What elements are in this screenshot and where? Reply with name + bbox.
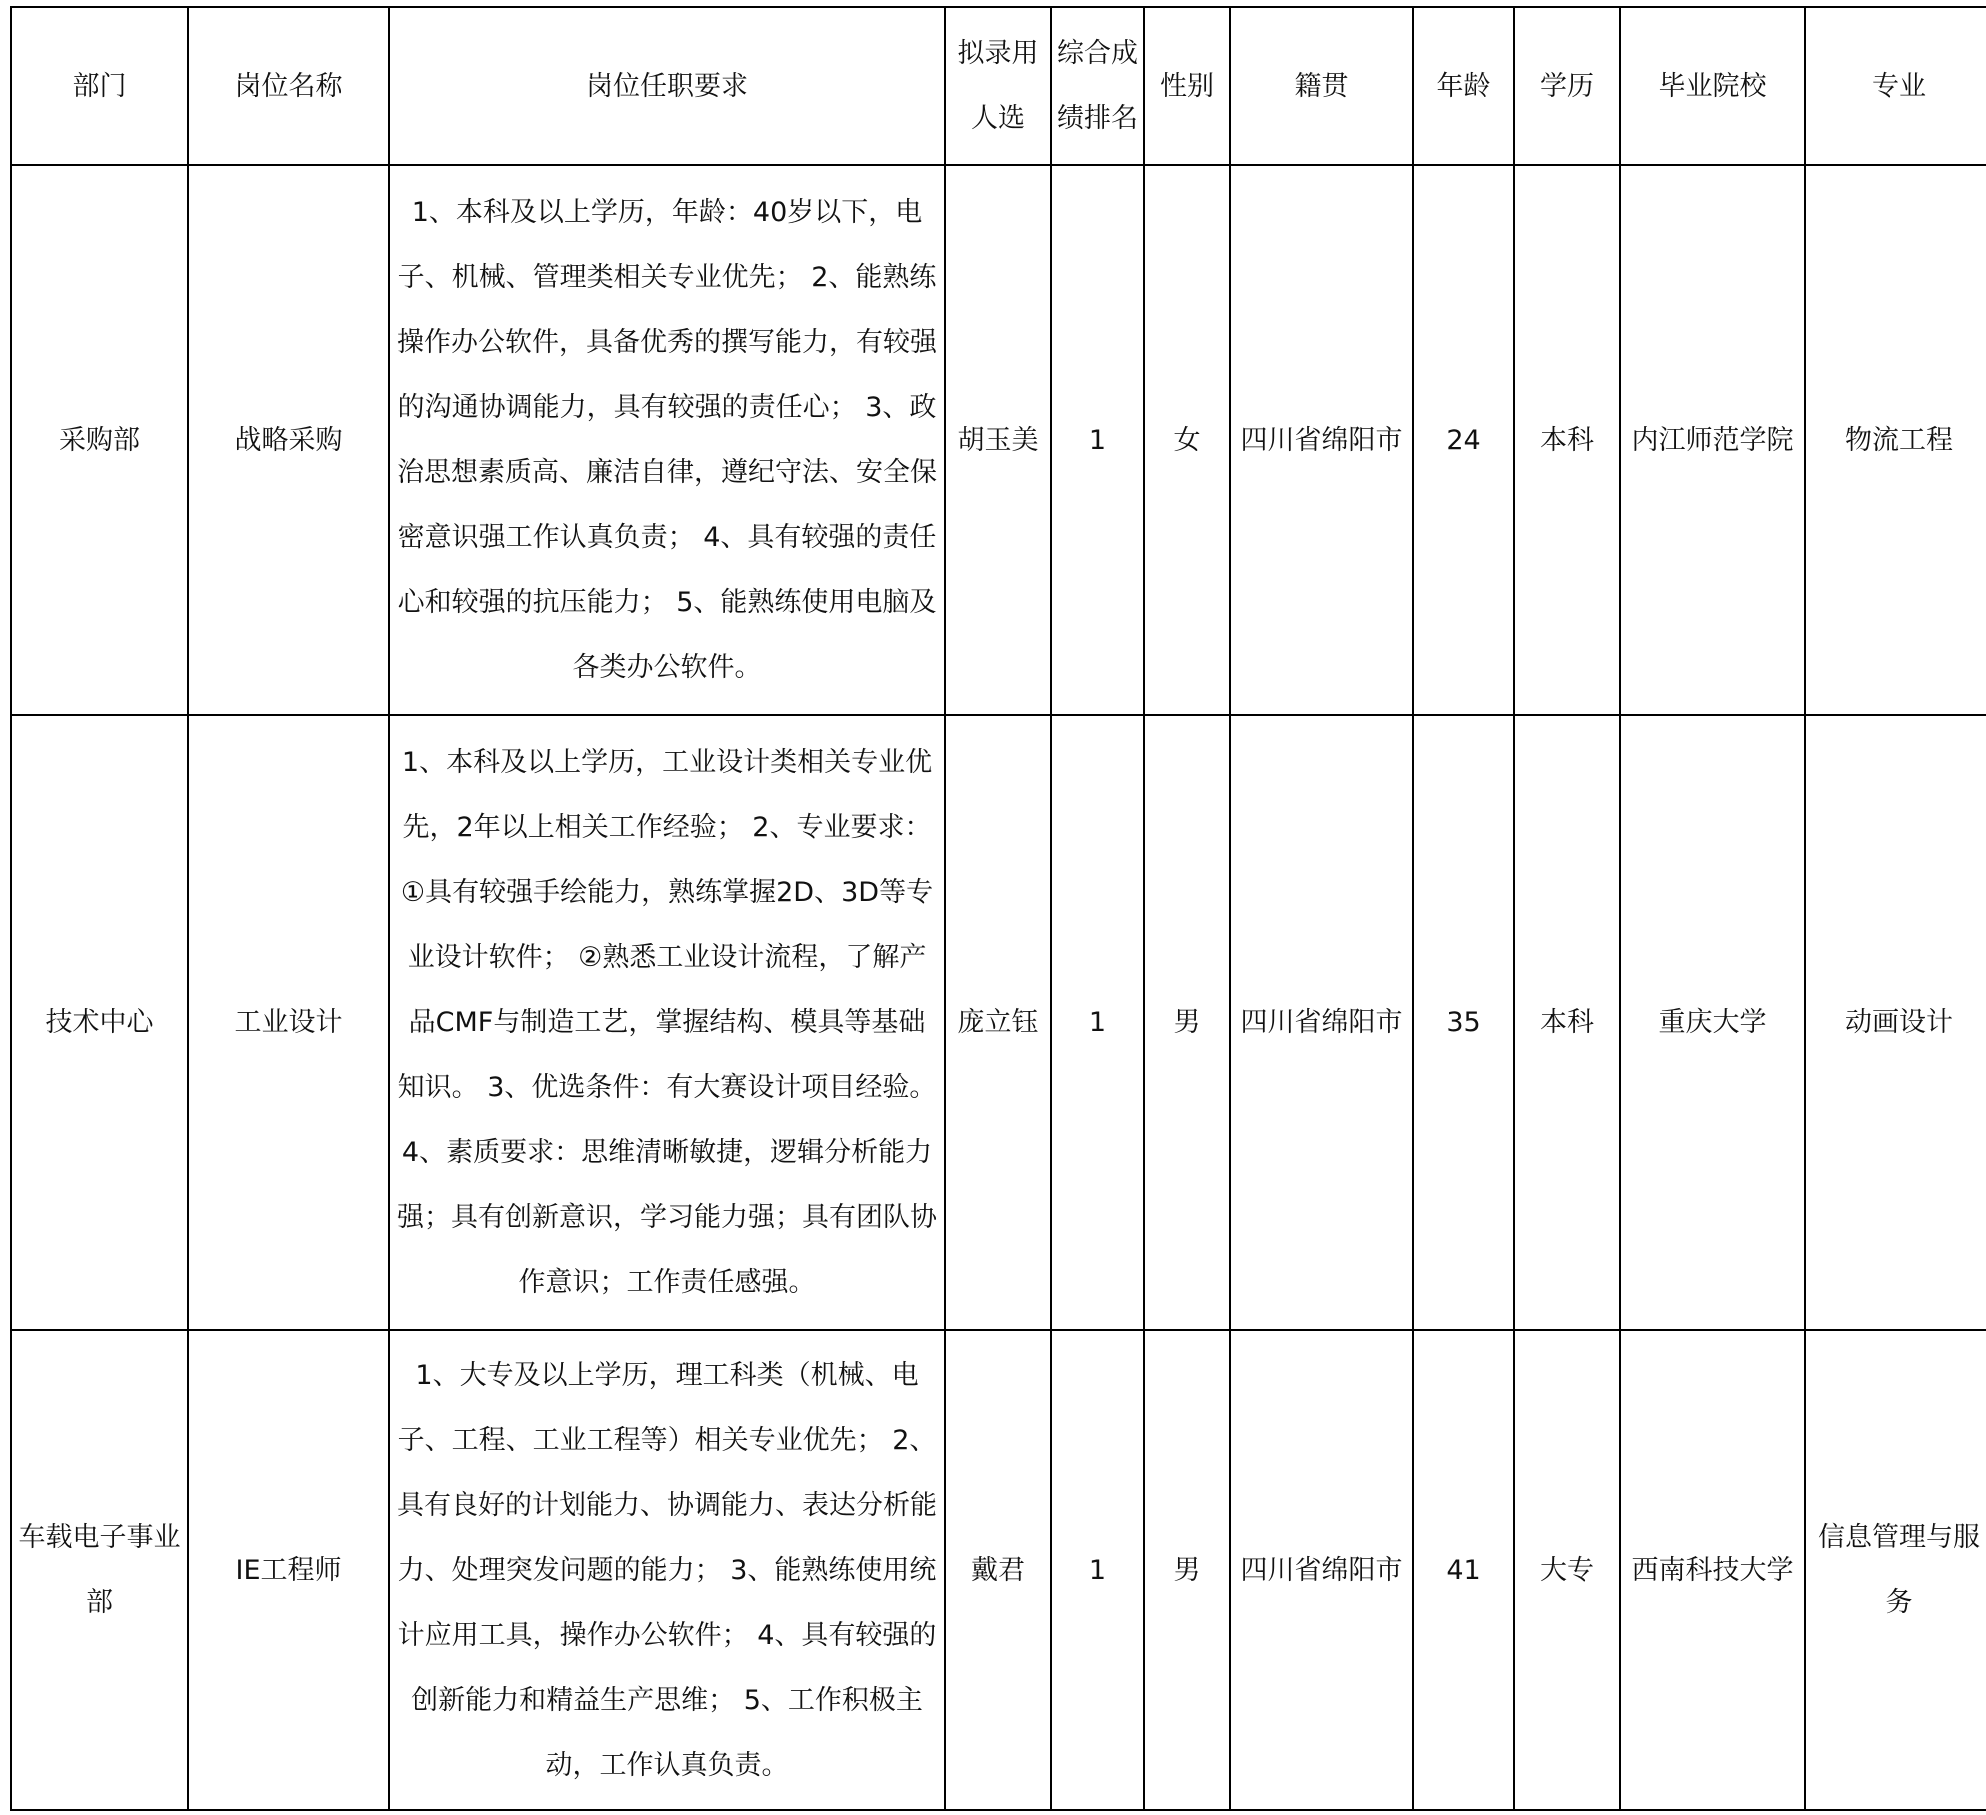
header-gender: 性别	[1144, 7, 1230, 165]
cell-candidate: 戴君	[945, 1330, 1051, 1810]
cell-requirements: 1、本科及以上学历，工业设计类相关专业优先，2年以上相关工作经验； 2、专业要求：①具有较强手绘能力，熟练掌握2D、3D等专业设计软件； ②熟悉工业设计流程，了解产品CMF与制造工艺，掌握结构、模具等基础知识。 3、优选条件：有大赛设计项目经验。 4、素质要求：思维清晰敏捷，逻辑分析能力强；具有创新意识，学习能力强；具有团队协作意识；工作责任感强。	[389, 715, 945, 1330]
cell-rank: 1	[1051, 165, 1144, 715]
header-origin: 籍贯	[1230, 7, 1413, 165]
cell-major: 物流工程	[1805, 165, 1986, 715]
cell-school: 重庆大学	[1620, 715, 1805, 1330]
cell-position: 战略采购	[188, 165, 389, 715]
header-age: 年龄	[1413, 7, 1514, 165]
cell-requirements: 1、本科及以上学历，年龄：40岁以下，电子、机械、管理类相关专业优先； 2、能熟练操作办公软件，具备优秀的撰写能力，有较强的沟通协调能力，具有较强的责任心； 3、政治思想素质高、廉洁自律，遵纪守法、安全保密意识强工作认真负责； 4、具有较强的责任心和较强的抗压能力； 5、能熟练使用电脑及各类办公软件。	[389, 165, 945, 715]
cell-origin: 四川省绵阳市	[1230, 715, 1413, 1330]
table-row	[11, 715, 1986, 1330]
cell-education: 本科	[1514, 165, 1620, 715]
recruitment-table	[10, 6, 1986, 1811]
cell-rank: 1	[1051, 715, 1144, 1330]
header-school: 毕业院校	[1620, 7, 1805, 165]
header-requirements: 岗位任职要求	[389, 7, 945, 165]
cell-candidate: 胡玉美	[945, 165, 1051, 715]
cell-education: 本科	[1514, 715, 1620, 1330]
table-header	[11, 7, 1986, 165]
header-candidate: 拟录用人选	[945, 7, 1051, 165]
cell-school: 内江师范学院	[1620, 165, 1805, 715]
cell-age: 35	[1413, 715, 1514, 1330]
cell-school: 西南科技大学	[1620, 1330, 1805, 1810]
cell-origin: 四川省绵阳市	[1230, 165, 1413, 715]
cell-age: 24	[1413, 165, 1514, 715]
header-education: 学历	[1514, 7, 1620, 165]
table-row	[11, 1330, 1986, 1810]
cell-origin: 四川省绵阳市	[1230, 1330, 1413, 1810]
cell-dept: 采购部	[11, 165, 188, 715]
cell-dept: 车载电子事业部	[11, 1330, 188, 1810]
cell-rank: 1	[1051, 1330, 1144, 1810]
cell-gender: 男	[1144, 1330, 1230, 1810]
cell-dept: 技术中心	[11, 715, 188, 1330]
header-position: 岗位名称	[188, 7, 389, 165]
header-row	[11, 7, 1986, 165]
table-row	[11, 165, 1986, 715]
cell-gender: 女	[1144, 165, 1230, 715]
header-dept: 部门	[11, 7, 188, 165]
cell-requirements: 1、大专及以上学历，理工科类（机械、电子、工程、工业工程等）相关专业优先； 2、具有良好的计划能力、协调能力、表达分析能力、处理突发问题的能力； 3、能熟练使用统计应用工具，操作办公软件； 4、具有较强的创新能力和精益生产思维； 5、工作积极主动，工作认真负责。	[389, 1330, 945, 1810]
table-body	[11, 165, 1986, 1810]
cell-major: 动画设计	[1805, 715, 1986, 1330]
header-rank: 综合成绩排名	[1051, 7, 1144, 165]
header-major: 专业	[1805, 7, 1986, 165]
cell-gender: 男	[1144, 715, 1230, 1330]
cell-position: IE工程师	[188, 1330, 389, 1810]
cell-age: 41	[1413, 1330, 1514, 1810]
cell-position: 工业设计	[188, 715, 389, 1330]
cell-major: 信息管理与服务	[1805, 1330, 1986, 1810]
cell-education: 大专	[1514, 1330, 1620, 1810]
cell-candidate: 庞立钰	[945, 715, 1051, 1330]
